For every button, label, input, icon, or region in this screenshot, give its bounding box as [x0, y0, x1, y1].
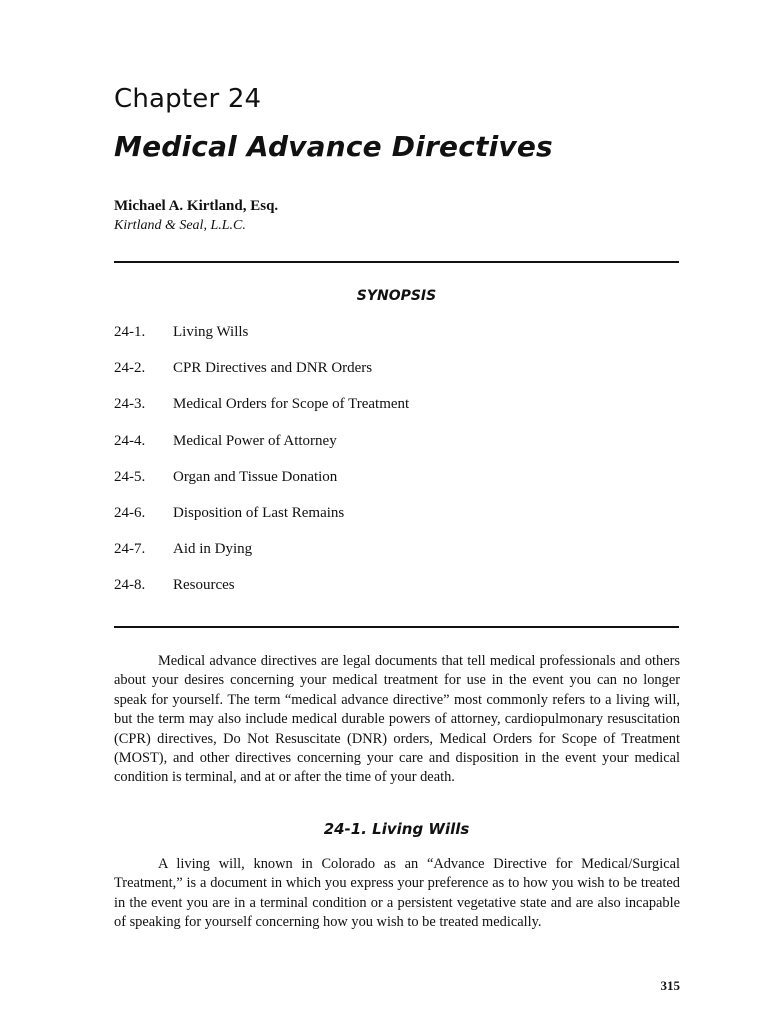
section-paragraph: A living will, known in Colorado as an “Advance Directive for Medical/Surgical Treatment,” is a document in which you express your preference as to how you wish to be treated in the event you are in a terminal condition or a persistent vegetative state and are also incapable of speaking for yourself concerning how you wish to be treated medically.	[114, 856, 680, 931]
synopsis-item	[114, 541, 409, 577]
synopsis-item-number: 24-6.	[114, 504, 146, 521]
author-firm: Kirtland & Seal, L.L.C.	[114, 218, 246, 233]
page-number: 315	[660, 978, 680, 993]
synopsis-item-title: Medical Orders for Scope of Treatment	[173, 396, 410, 413]
synopsis-item-title: Organ and Tissue Donation	[173, 468, 338, 485]
synopsis-item-number: 24-5.	[114, 468, 146, 485]
synopsis-item-title: Medical Power of Attorney	[173, 432, 337, 449]
top-divider	[114, 261, 679, 263]
synopsis-item	[114, 396, 409, 432]
synopsis-item-title: Resources	[173, 577, 235, 594]
synopsis-item-number: 24-8.	[114, 577, 146, 594]
intro-paragraph: Medical advance directives are legal documents that tell medical professionals and others about your desires concerning your medical treatment for use in the event you can no longer speak for yourself. The term “medical advance directive” most commonly refers to a living will, but the term may also include medical durable powers of attorney, cardiopulmonary resuscitation (CPR) directives, Do Not Resuscitate (DNR) orders, Medical Orders for Scope of Treatment (MOST), and other directives concerning your care and disposition in the event your medical condition is terminal, and at or after the time of your death.	[114, 653, 680, 786]
section-heading: 24-1. Living Wills	[323, 820, 470, 838]
synopsis-item-number: 24-1.	[114, 324, 146, 340]
bottom-divider	[114, 626, 679, 628]
synopsis-item	[114, 324, 409, 360]
synopsis-item-number: 24-2.	[114, 360, 146, 377]
synopsis-item	[114, 577, 409, 613]
synopsis-item	[114, 433, 409, 469]
synopsis-item-title: Disposition of Last Remains	[173, 504, 345, 521]
synopsis-heading: SYNOPSIS	[356, 288, 437, 304]
synopsis-item	[114, 469, 409, 505]
synopsis-item-title: Aid in Dying	[173, 541, 253, 558]
synopsis-item-number: 24-4.	[114, 432, 146, 449]
synopsis-item-title: CPR Directives and DNR Orders	[173, 360, 373, 377]
synopsis-list	[114, 324, 409, 614]
synopsis-item	[114, 505, 409, 541]
synopsis-item	[114, 360, 409, 396]
synopsis-item-number: 24-3.	[114, 396, 146, 413]
synopsis-item-number: 24-7.	[114, 541, 146, 558]
synopsis-item-title: Living Wills	[173, 324, 249, 340]
author-name: Michael A. Kirtland, Esq.	[114, 198, 279, 214]
chapter-title: Medical Advance Directives	[114, 130, 553, 163]
chapter-label: Chapter 24	[114, 84, 262, 114]
